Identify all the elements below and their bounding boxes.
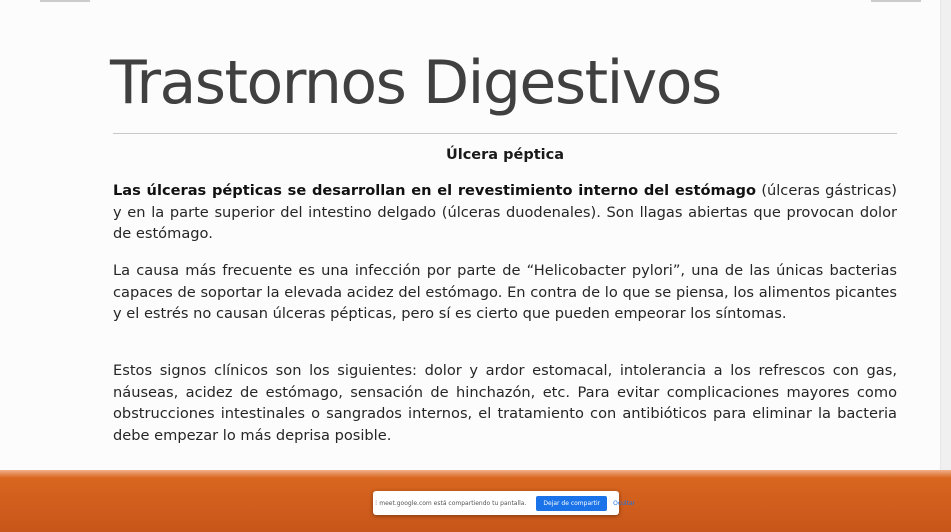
title-divider: [113, 133, 897, 134]
slide-title: Trastornos Digestivos: [110, 48, 721, 118]
paragraph-1-rest: (úlceras gástricas) y en la parte superior del intestino delgado (úlceras duodenales). Son llagas abiertas que provocan dolor de estómago.: [113, 182, 897, 242]
hide-button[interactable]: Ocultar: [613, 499, 636, 507]
paragraph-2: La causa más frecuente es una infección por parte de “Helicobacter pylori”, una de las únicas bacterias capaces de soportar la elevada acidez del estómago. En contra de lo que se piensa, los alimentos picantes y el estrés no causan úlceras pépticas, pero sí es cierto que pueden empeorar los síntomas.: [113, 262, 897, 322]
paragraph-1: [113, 180, 897, 245]
vertical-scrollbar[interactable]: [940, 0, 951, 470]
top-border-left: [40, 0, 90, 2]
paragraph-3: Estos signos clínicos son los siguientes: dolor y ardor estomacal, intolerancia a los refrescos con gas, náuseas, acidez de estómago, sensación de hinchazón, etc. Para evitar complicaciones mayores como obstrucciones intestinales o sangrados internos, el tratamiento con antibióticos para eliminar la bacteria debe empezar lo más deprisa posible.: [113, 362, 897, 444]
stop-sharing-button[interactable]: Dejar de compartir: [536, 496, 607, 511]
drag-handle-icon[interactable]: ⁞: [375, 499, 378, 507]
top-border-right: [871, 0, 921, 2]
slide-subtitle: Úlcera péptica: [445, 147, 565, 163]
paragraph-1-bold: Las úlceras pépticas se desarrollan en el revestimiento interno del estómago: [113, 182, 757, 199]
screen-share-notification: [373, 491, 636, 515]
share-message: meet.google.com está compartiendo tu pantalla.: [379, 499, 527, 507]
